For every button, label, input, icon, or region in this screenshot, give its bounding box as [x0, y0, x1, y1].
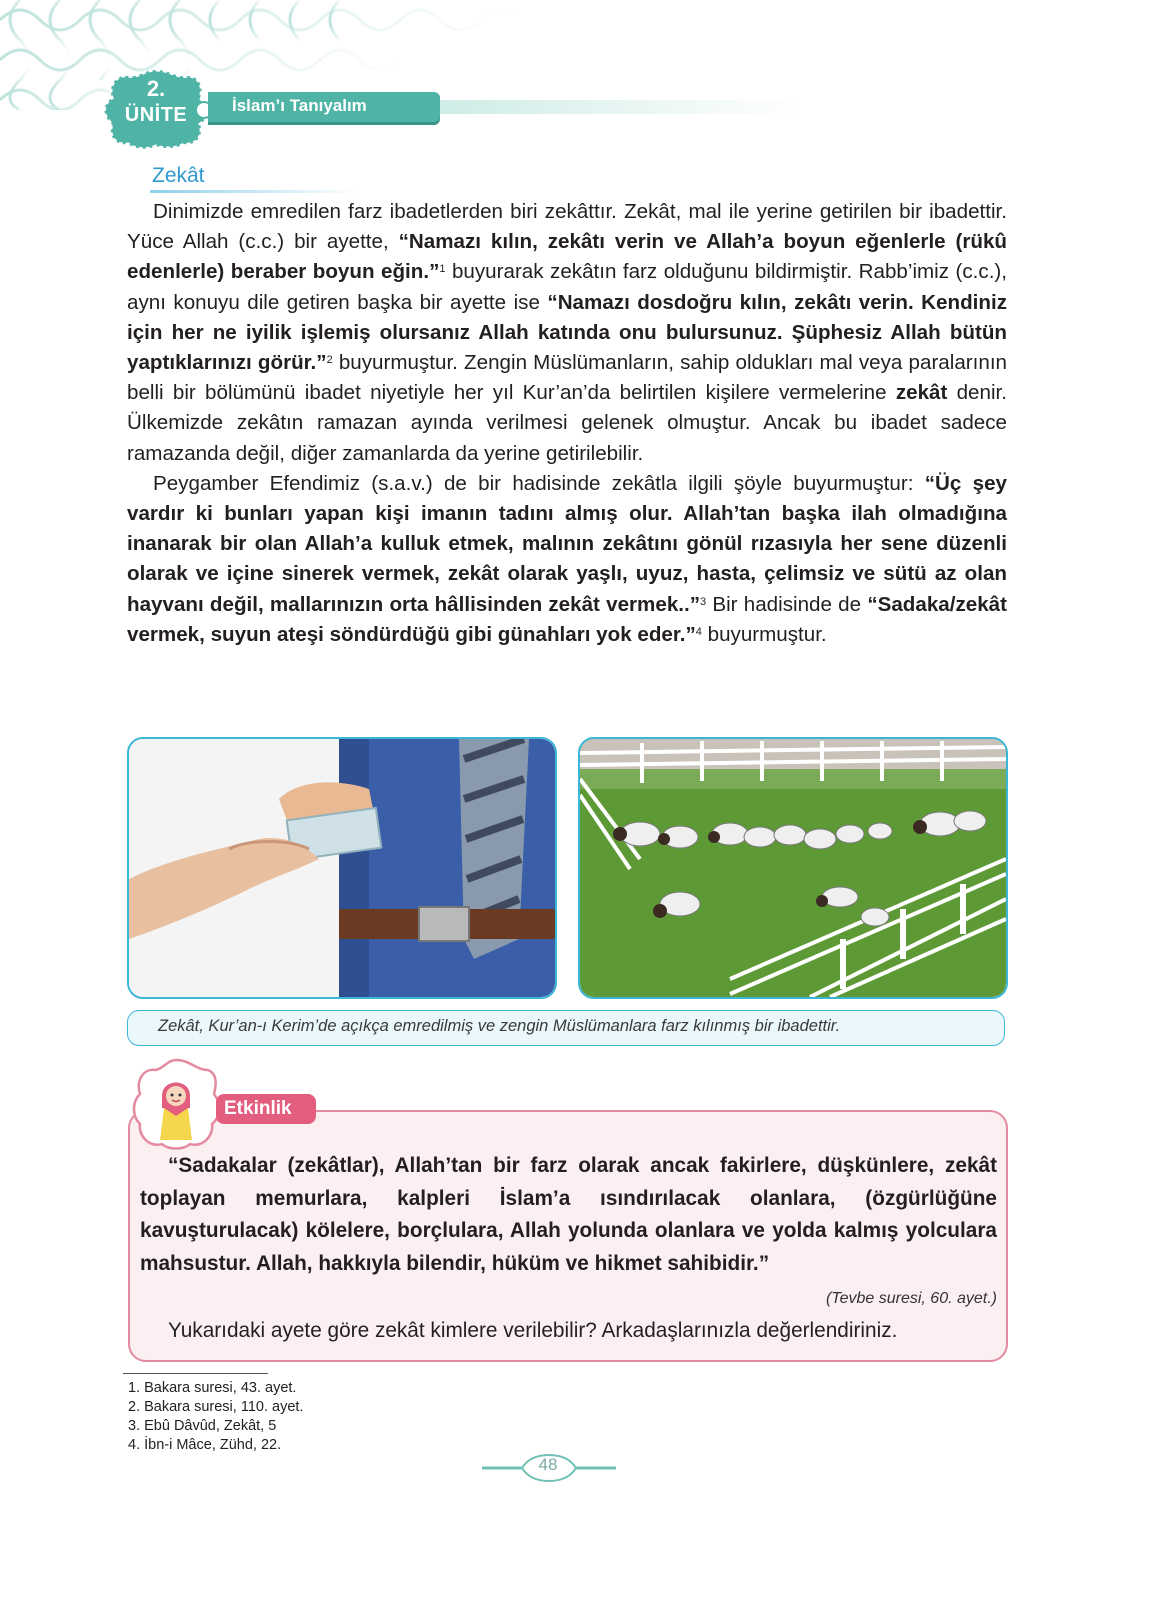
footnote-2: 2. Bakara suresi, 110. ayet. [128, 1399, 304, 1415]
bold-text: “Namazı kılın, zekâtı verin ve Allah’a boyun eğenlerle (rükû edenlerle) beraber boyun eğin.” [127, 230, 1008, 284]
paragraph-1 [127, 197, 1007, 469]
activity-quote-text: “Sadakalar (zekâtlar), Allah’tan bir farz olarak ancak fakirlere, düşkünlere, zekât toplayan memurlara, kalpleri İslam’a ısındırılacak olanlara, (özgürlüğüne kavuşturulacak) kölelere, borçlulara, Allah yolunda olanlara ve yolda kalmış yolculara mahsustur. Allah, hakkıyla bilendir, hüküm ve hikmet sahibidir.” [140, 1154, 997, 1275]
activity-question: Yukarıdaki ayete göre zekât kimlere verilebilir? Arkadaşlarınızla değerlendiriniz. [168, 1319, 898, 1342]
text-run: buyurarak zekâtın farz olduğunu bildirmiştir. Rabb’imiz (c.c.), aynı konuyu dile getiren başka bir ayette ise [127, 260, 1007, 314]
chapter-bar-fade [440, 100, 800, 114]
bold-text: “Sadaka/zekât vermek, suyun ateşi söndürdüğü gibi günahları yok eder.” [127, 592, 1007, 646]
text-run: buyurmuştur. [701, 622, 827, 646]
footnote-1: 1. Bakara suresi, 43. ayet. [128, 1380, 297, 1396]
footnote-ref: 3 [700, 595, 707, 608]
footnote-rule [123, 1373, 268, 1374]
bold-text: “Namazı dosdoğru kılın, zekâtı verin. Kendiniz için her ne iyilik işlemiş olursanız Allah katında onu bulursunuz. Şüphesiz Allah bütün yaptıklarınızı görür.” [127, 290, 1007, 375]
section-underline [150, 190, 360, 193]
unit-label [100, 76, 212, 128]
footnote-4: 4. İbn-i Mâce, Zühd, 22. [128, 1437, 282, 1453]
footnote-ref: 1 [439, 263, 446, 276]
activity-label: Etkinlik [224, 1098, 292, 1119]
footnote-3: 3. Ebû Dâvûd, Zekât, 5 [128, 1418, 277, 1434]
footnote-ref: 4 [695, 625, 702, 638]
text-run: Dinimizde emredilen farz ibadetlerden biri zekâttır. Zekât, mal ile yerine getirilen bir ibadettir. Yüce Allah (c.c.) bir ayette, [127, 200, 1007, 254]
figure-caption: Zekât, Kur’an-ı Kerim’de açıkça emredilmiş ve zengin Müslümanlara farz kılınmış bir ibadettir. [158, 1017, 841, 1035]
bold-text: “Üç şey vardır ki bunları yapan kişi imanın tadını almış olur. Allah’tan başka ilah olmadığına inanarak bir olan Allah’a kulluk etmek, malının zekâtını gönül rızasıyla her sene düzenli olarak ve içine sinerek vermek, zekât olarak yaşlı, uyuz, hasta, çelimsiz ve sütü az olan hayvanı değil, mallarınızın orta hâllisinden zekât vermek..” [127, 471, 1007, 616]
text-run: buyurmuştur. Zengin Müslümanların, sahip oldukları mal veya paralarının belli bir bölümünü ibadet niyetiyle her yıl Kur’an’da belirtilen kişilere vermelerine [127, 351, 1007, 405]
activity-quote [140, 1150, 997, 1280]
activity-source: (Tevbe suresi, 60. ayet.) [825, 1290, 997, 1307]
photo-sheep-pasture [578, 737, 1008, 999]
unit-word: ÜNİTE [124, 104, 188, 126]
page-number: 48 [538, 1455, 558, 1474]
section-title: Zekât [152, 164, 205, 187]
bold-text: zekât [895, 381, 948, 405]
chapter-title: İslam’ı Tanıyalım [232, 96, 367, 115]
photo-giving-money [127, 737, 557, 999]
text-run: denir. Ülkemizde zekâtın ramazan ayında verilmesi gelenek olmuştur. Ancak bu ibadet sadece ramazanda değil, diğer zamanlarda da yerine getirilebilir. [127, 381, 1007, 465]
text-run: Peygamber Efendimiz (s.a.v.) de bir hadisinde zekâtla ilgili şöyle buyurmuştur: [153, 471, 925, 495]
footnote-ref: 2 [326, 354, 333, 367]
text-run: Bir hadisinde de [706, 592, 868, 616]
paragraph-2 [127, 469, 1007, 650]
girl-character-icon [128, 1056, 224, 1152]
unit-number: 2. [146, 76, 166, 101]
footnotes [128, 1379, 303, 1455]
body-text [127, 197, 1007, 650]
